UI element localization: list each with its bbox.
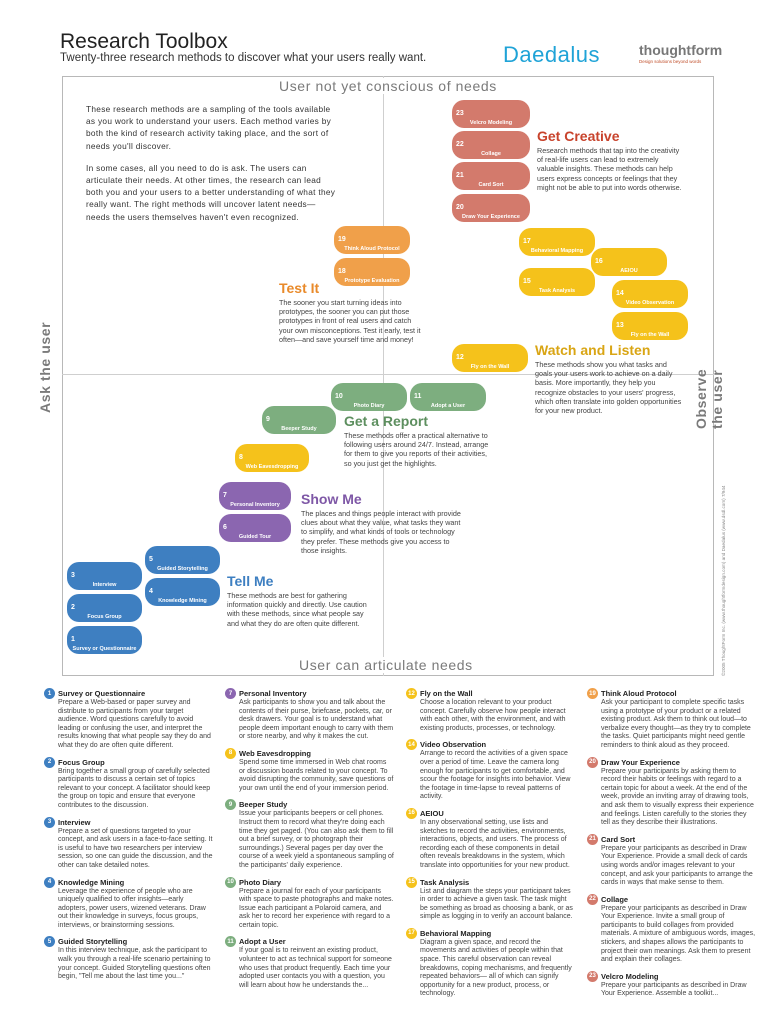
method-number-badge: 8 bbox=[225, 748, 236, 759]
pill-label: Task Analysis bbox=[538, 288, 576, 294]
pill-label: Guided Storytelling bbox=[157, 566, 208, 572]
pill-label: Knowledge Mining bbox=[158, 598, 207, 604]
method-desc: Prepare a journal for each of your participants with space to paste photographs and make notes. Issue each participant a Polaroid camera, and ask her to record her experience with regard to a certain topic. bbox=[239, 887, 394, 929]
method-number-badge: 4 bbox=[44, 877, 55, 888]
method-number-badge: 3 bbox=[44, 817, 55, 828]
method-pill-8[interactable] bbox=[235, 444, 309, 472]
category-desc: The sooner you start turning ideas into prototypes, the sooner you can put those prototypes in front of real users and catch your own misconceptions. Test it early, test it often—and save yourself time and money! bbox=[279, 298, 421, 344]
category-title: Tell Me bbox=[227, 573, 274, 589]
pill-label: Focus Group bbox=[87, 614, 122, 620]
method-pill-11[interactable] bbox=[410, 383, 486, 411]
pill-label: Card Sort bbox=[478, 182, 504, 188]
method-title: Velcro Modeling bbox=[601, 971, 659, 981]
method-number-badge: 10 bbox=[225, 877, 236, 888]
pill-number: 2 bbox=[71, 604, 75, 611]
pill-number: 20 bbox=[456, 204, 464, 211]
method-pill-14[interactable] bbox=[612, 280, 688, 308]
method-column-2 bbox=[225, 688, 394, 1024]
method-title: Task Analysis bbox=[420, 877, 470, 887]
method-title: Interview bbox=[58, 817, 91, 827]
pill-number: 9 bbox=[266, 416, 270, 423]
method-number-badge: 2 bbox=[44, 757, 55, 768]
method-entry bbox=[225, 799, 394, 870]
method-number-badge: 20 bbox=[587, 757, 598, 768]
category-desc: Research methods that tap into the creativity of real-life users can lead to extremely valuable insights. These methods can help users express concepts or feelings that they might not be able to put into words otherwise. bbox=[537, 146, 682, 192]
method-pill-17[interactable] bbox=[519, 228, 595, 256]
pill-number: 4 bbox=[149, 588, 153, 595]
pill-number: 22 bbox=[456, 141, 464, 148]
category-get-a-report bbox=[344, 413, 489, 468]
method-number-badge: 22 bbox=[587, 894, 598, 905]
method-number-badge: 9 bbox=[225, 799, 236, 810]
method-desc: In any observational setting, use lists and sketches to record the activities, environments, interactions, objects, and users. The process of recording each of these components in detail often reveals breakdowns in the system, which translate into opportunities for your new product. bbox=[420, 818, 570, 869]
pill-number: 16 bbox=[595, 258, 603, 265]
axis-label-left: Ask the user bbox=[37, 321, 53, 413]
axis-label-top: User not yet conscious of needs bbox=[276, 78, 500, 94]
method-pill-1[interactable] bbox=[67, 626, 142, 654]
method-pill-4[interactable] bbox=[145, 578, 220, 606]
method-entry bbox=[406, 739, 575, 802]
method-entry bbox=[587, 894, 756, 965]
pill-number: 5 bbox=[149, 556, 153, 563]
method-entry bbox=[406, 877, 575, 922]
method-number-badge: 12 bbox=[406, 688, 417, 699]
method-number-badge: 16 bbox=[406, 808, 417, 819]
axis-label-right: Observe the user bbox=[693, 368, 725, 429]
method-desc: Leverage the experience of people who are uniquely qualified to offer insights—early adopters, power users, wizened veterans. Draw out their knowledge in surveys, focus groups, interviews, or brainstorming sessions. bbox=[58, 887, 206, 929]
pill-number: 21 bbox=[456, 172, 464, 179]
method-title: Video Observation bbox=[420, 740, 487, 750]
method-title: Focus Group bbox=[58, 757, 105, 767]
pill-label: Think Aloud Protocol bbox=[344, 246, 400, 252]
pill-number: 17 bbox=[523, 238, 531, 245]
method-desc: Diagram a given space, and record the movements and activities of people within that space. This careful observation can reveal breakdowns, coping mechanisms, and frequently repeated behaviors— all of which can signify opportunity for a new product, process, or technology. bbox=[420, 938, 572, 998]
thoughtform-logo: thoughtform bbox=[639, 42, 723, 58]
method-desc: Arrange to record the activities of a given space over a period of time. Leave the camera long enough for participants to get comfortable, and scour the footage for insights into behavior. View the footage in time-lapse to reveal patterns of activity. bbox=[420, 750, 571, 801]
method-entry bbox=[44, 936, 213, 981]
intro-paragraph-2: In some cases, all you need to do is ask. The users can articulate their needs. At other times, the research can lead both you and your users to a better understanding of what they really want. The right methods will uncover latent needs—needs the users themselves haven't even recognized. bbox=[86, 162, 336, 222]
pill-number: 7 bbox=[223, 492, 227, 499]
method-title: Behavioral Mapping bbox=[420, 928, 492, 938]
intro-text bbox=[86, 103, 336, 223]
method-title: Fly on the Wall bbox=[420, 689, 473, 698]
pill-label: Photo Diary bbox=[353, 403, 385, 409]
method-title: Draw Your Experience bbox=[601, 757, 680, 767]
page-subtitle: Twenty-three research methods to discover what your users really want. bbox=[60, 52, 427, 64]
pill-number: 3 bbox=[71, 572, 75, 579]
method-number-badge: 11 bbox=[225, 936, 236, 947]
pill-label: Personal Inventory bbox=[230, 502, 280, 508]
category-desc: These methods show you what tasks and goals your users work to achieve on a daily basis. More importantly, they help you recognize obstacles to your users' progress, which often translate into golden opportunities for your new product. bbox=[535, 360, 682, 416]
method-title: Card Sort bbox=[601, 834, 636, 844]
pill-number: 14 bbox=[616, 290, 624, 297]
pill-label: Beeper Study bbox=[281, 426, 317, 432]
method-desc: Prepare your participants as described in Draw Your Experience. Invite a small group of participants to build collages from provided materials. A mixture of ambiguous words, images, stickers, and shapes allows the participants to project their own meanings. Ask them to present and explain their collages. bbox=[601, 904, 756, 964]
intro-paragraph-1: These research methods are a sampling of the tools available as you work to understand your users. Each method varies by both the kind of research activity taking place, and the sort of needs you'll discover. bbox=[86, 104, 332, 151]
method-desc: Issue your participants beepers or cell phones. Instruct them to record what they're doing each time they get paged. (You can also ask them to fill out a brief survey, or to photograph their surroundings.) Several pages per day over the course of a week yield a spontaneous sampling of the participants' daily experience. bbox=[239, 810, 394, 869]
method-entry bbox=[406, 928, 575, 999]
daedalus-logo: Daedalus bbox=[503, 42, 600, 67]
method-number-badge: 23 bbox=[587, 971, 598, 982]
pill-number: 12 bbox=[456, 354, 464, 361]
method-pill-5[interactable] bbox=[145, 546, 220, 574]
method-entry bbox=[587, 757, 756, 828]
method-entry bbox=[587, 971, 756, 999]
method-entry bbox=[225, 877, 394, 931]
method-pill-6[interactable] bbox=[219, 514, 291, 542]
axis-label-bottom: User can articulate needs bbox=[296, 657, 476, 673]
method-number-badge: 19 bbox=[587, 688, 598, 699]
method-desc: Prepare a set of questions targeted to your concept, and ask users in a face-to-face setting. It is useful to have two researchers per interview session, so one can guide the discussion, and the other can take detailed notes. bbox=[58, 827, 213, 869]
method-pill-2[interactable] bbox=[67, 594, 142, 622]
method-title: Photo Diary bbox=[239, 877, 282, 887]
method-number-badge: 7 bbox=[225, 688, 236, 699]
category-title: Watch and Listen bbox=[535, 342, 651, 358]
category-title: Test It bbox=[279, 280, 320, 296]
method-pill-16[interactable] bbox=[591, 248, 667, 276]
category-get-creative bbox=[537, 128, 682, 192]
method-desc: Spend some time immersed in Web chat rooms or discussion boards related to your concept. To avoid disrupting the community, save questions of your own until the end of your immersion period. bbox=[239, 758, 394, 792]
pill-number: 19 bbox=[338, 236, 346, 243]
method-column-4 bbox=[587, 688, 756, 1024]
pill-label: Prototype Evaluation bbox=[344, 278, 400, 284]
method-entry bbox=[225, 748, 394, 793]
method-pill-20[interactable] bbox=[452, 194, 530, 222]
category-desc: The places and things people interact with provide clues about what they value, what tasks they want to simplify, and what kinds of tools or technology they prefer. These methods give you access to those insights. bbox=[301, 509, 461, 555]
method-title: Think Aloud Protocol bbox=[601, 689, 677, 698]
pill-number: 15 bbox=[523, 278, 531, 285]
pill-label: Fly on the Wall bbox=[630, 332, 670, 338]
pill-label: AEIOU bbox=[620, 268, 638, 274]
method-number-badge: 5 bbox=[44, 936, 55, 947]
pill-label: Collage bbox=[481, 151, 501, 157]
category-tell-me bbox=[227, 573, 372, 628]
method-desc: Bring together a small group of carefully selected participants to discuss a certain set of topics relevant to your concept. A facilitator should keep the group on topic and ensure that everyone contributes to the discussion. bbox=[58, 767, 211, 809]
pill-number: 13 bbox=[616, 322, 624, 329]
method-pill-23[interactable] bbox=[452, 100, 530, 128]
category-desc: These methods offer a practical alternative to following users around 24/7. Instead, arrange for them to give you reports of their activities, so you just get the highlights. bbox=[344, 431, 489, 468]
method-pill-10[interactable] bbox=[331, 383, 407, 411]
category-title: Get a Report bbox=[344, 413, 429, 429]
method-desc: If your goal is to reinvent an existing product, volunteer to act as technical support for someone who uses that product frequently. Each time your adopted user contacts you with a question, you will learn about how he understands the... bbox=[239, 947, 392, 989]
pill-number: 1 bbox=[71, 636, 75, 643]
category-desc: These methods are best for gathering information quickly and directly. Use caution with these methods, since what people say and what they do are often quite different. bbox=[227, 591, 367, 628]
method-title: Collage bbox=[601, 894, 629, 904]
pill-label: Video Observation bbox=[625, 300, 675, 306]
pill-label: Draw Your Experience bbox=[462, 214, 520, 220]
method-pill-12[interactable] bbox=[452, 344, 528, 372]
pill-label: Guided Tour bbox=[238, 534, 272, 540]
method-title: Guided Storytelling bbox=[58, 937, 128, 947]
page-title: Research Toolbox bbox=[60, 30, 228, 53]
method-pill-22[interactable] bbox=[452, 131, 530, 159]
method-desc: Choose a location relevant to your product concept. Carefully observe how people interact with each other, with the environment, and with existing products, processes, or technology. bbox=[420, 699, 566, 732]
method-number-badge: 1 bbox=[44, 688, 55, 699]
category-show-me bbox=[301, 491, 461, 555]
method-desc: Prepare your participants as described in Draw Your Experience. Provide a small deck of cards using words and/or images relevant to your concept, and ask your participants to arrange the cards in ways that make sense to them. bbox=[601, 844, 753, 887]
method-column-1 bbox=[44, 688, 213, 1024]
method-pill-15[interactable] bbox=[519, 268, 595, 296]
thoughtform-tagline: Design solutions beyond words bbox=[639, 59, 702, 64]
method-title: Beeper Study bbox=[239, 800, 288, 810]
category-test-it bbox=[279, 280, 424, 344]
pill-number: 11 bbox=[414, 393, 422, 400]
method-pill-13[interactable] bbox=[612, 312, 688, 340]
method-entry bbox=[406, 808, 575, 871]
pill-label: Web Eavesdropping bbox=[245, 464, 299, 470]
method-column-3 bbox=[406, 688, 575, 1024]
method-desc: Ask participants to show you and talk about the contents of their purse, briefcase, pockets, car, or desk drawers. Your goal is to understand what people deem important enough to carry with them or store nearby, and why it makes the cut. bbox=[239, 699, 394, 741]
pill-label: Velcro Modeling bbox=[469, 120, 513, 126]
copyright-credit: ©2005 ThoughtForm Inc. (www.thoughtformdesign.com) and Daedalus (www.dsdl.com) 7/944 bbox=[721, 485, 726, 676]
method-title: Adopt a User bbox=[239, 937, 286, 947]
pill-label: Fly on the Wall bbox=[470, 364, 510, 370]
method-title: Personal Inventory bbox=[239, 689, 307, 698]
method-pill-3[interactable] bbox=[67, 562, 142, 590]
method-entry bbox=[225, 688, 394, 742]
method-entry bbox=[44, 817, 213, 871]
pill-number: 10 bbox=[335, 393, 343, 400]
method-entry bbox=[406, 688, 575, 733]
method-number-badge: 14 bbox=[406, 739, 417, 750]
method-number-badge: 15 bbox=[406, 877, 417, 888]
method-desc: Prepare a Web-based or paper survey and distribute to participants from your target audience. Word questions carefully to avoid leading or confusing the user, and interpret the results knowing that what people say they do and what they do are often quite different. bbox=[58, 699, 211, 749]
method-title: AEIOU bbox=[420, 808, 444, 818]
method-desc: Prepare your participants as described in Draw Your Experience. Assemble a toolkit... bbox=[601, 981, 747, 998]
method-entry bbox=[587, 688, 756, 751]
vertical-axis bbox=[383, 76, 384, 676]
method-entry bbox=[44, 877, 213, 931]
method-title: Web Eavesdropping bbox=[239, 748, 311, 758]
method-number-badge: 17 bbox=[406, 928, 417, 939]
pill-label: Adopt a User bbox=[430, 403, 466, 409]
pill-number: 23 bbox=[456, 110, 464, 117]
method-entry bbox=[44, 688, 213, 751]
method-desc: Prepare your participants by asking them to record their habits or feelings with regard to a certain topic for about a week. At the end of the week, provide an inviting array of drawing tools, and ask them to visually express their experience and feelings. Listen carefully to the stories they tell as they describe their illustrations. bbox=[601, 767, 754, 827]
method-desc: List and diagram the steps your participant takes in order to achieve a given task. The task might be something as broad as choosing a bank, or as simple as logging in to verify an account balance. bbox=[420, 887, 573, 921]
pill-label: Survey or Questionnaire bbox=[72, 646, 137, 652]
pill-number: 8 bbox=[239, 454, 243, 461]
method-title: Knowledge Mining bbox=[58, 877, 125, 887]
method-desc: Ask your participant to complete specific tasks using a prototype of your product or a related existing product. Ask them to think out loud—to verbalize every thought—as they try to complete the tasks. Quiet participants might need gentle reminders to think aloud as they proceed. bbox=[601, 699, 751, 749]
method-entry bbox=[44, 757, 213, 811]
method-pill-7[interactable] bbox=[219, 482, 291, 510]
method-title: Survey or Questionnaire bbox=[58, 689, 146, 698]
method-number-badge: 21 bbox=[587, 834, 598, 845]
method-entry bbox=[225, 936, 394, 990]
method-pill-18[interactable] bbox=[334, 258, 410, 286]
method-pill-9[interactable] bbox=[262, 406, 336, 434]
pill-label: Interview bbox=[92, 582, 117, 588]
pill-label: Behavioral Mapping bbox=[530, 248, 584, 254]
method-pill-21[interactable] bbox=[452, 162, 530, 190]
category-title: Get Creative bbox=[537, 128, 620, 144]
pill-number: 18 bbox=[338, 268, 346, 275]
pill-number: 6 bbox=[223, 524, 227, 531]
method-desc: In this interview technique, ask the participant to walk you through a real-life scenario pertaining to your concept. Guided Storytelling questions often begin, "Tell me about the last time you..." bbox=[58, 947, 211, 981]
category-title: Show Me bbox=[301, 491, 362, 507]
category-watch-and-listen bbox=[535, 342, 685, 415]
method-pill-19[interactable] bbox=[334, 226, 410, 254]
method-descriptions bbox=[44, 688, 756, 1024]
method-entry bbox=[587, 834, 756, 888]
